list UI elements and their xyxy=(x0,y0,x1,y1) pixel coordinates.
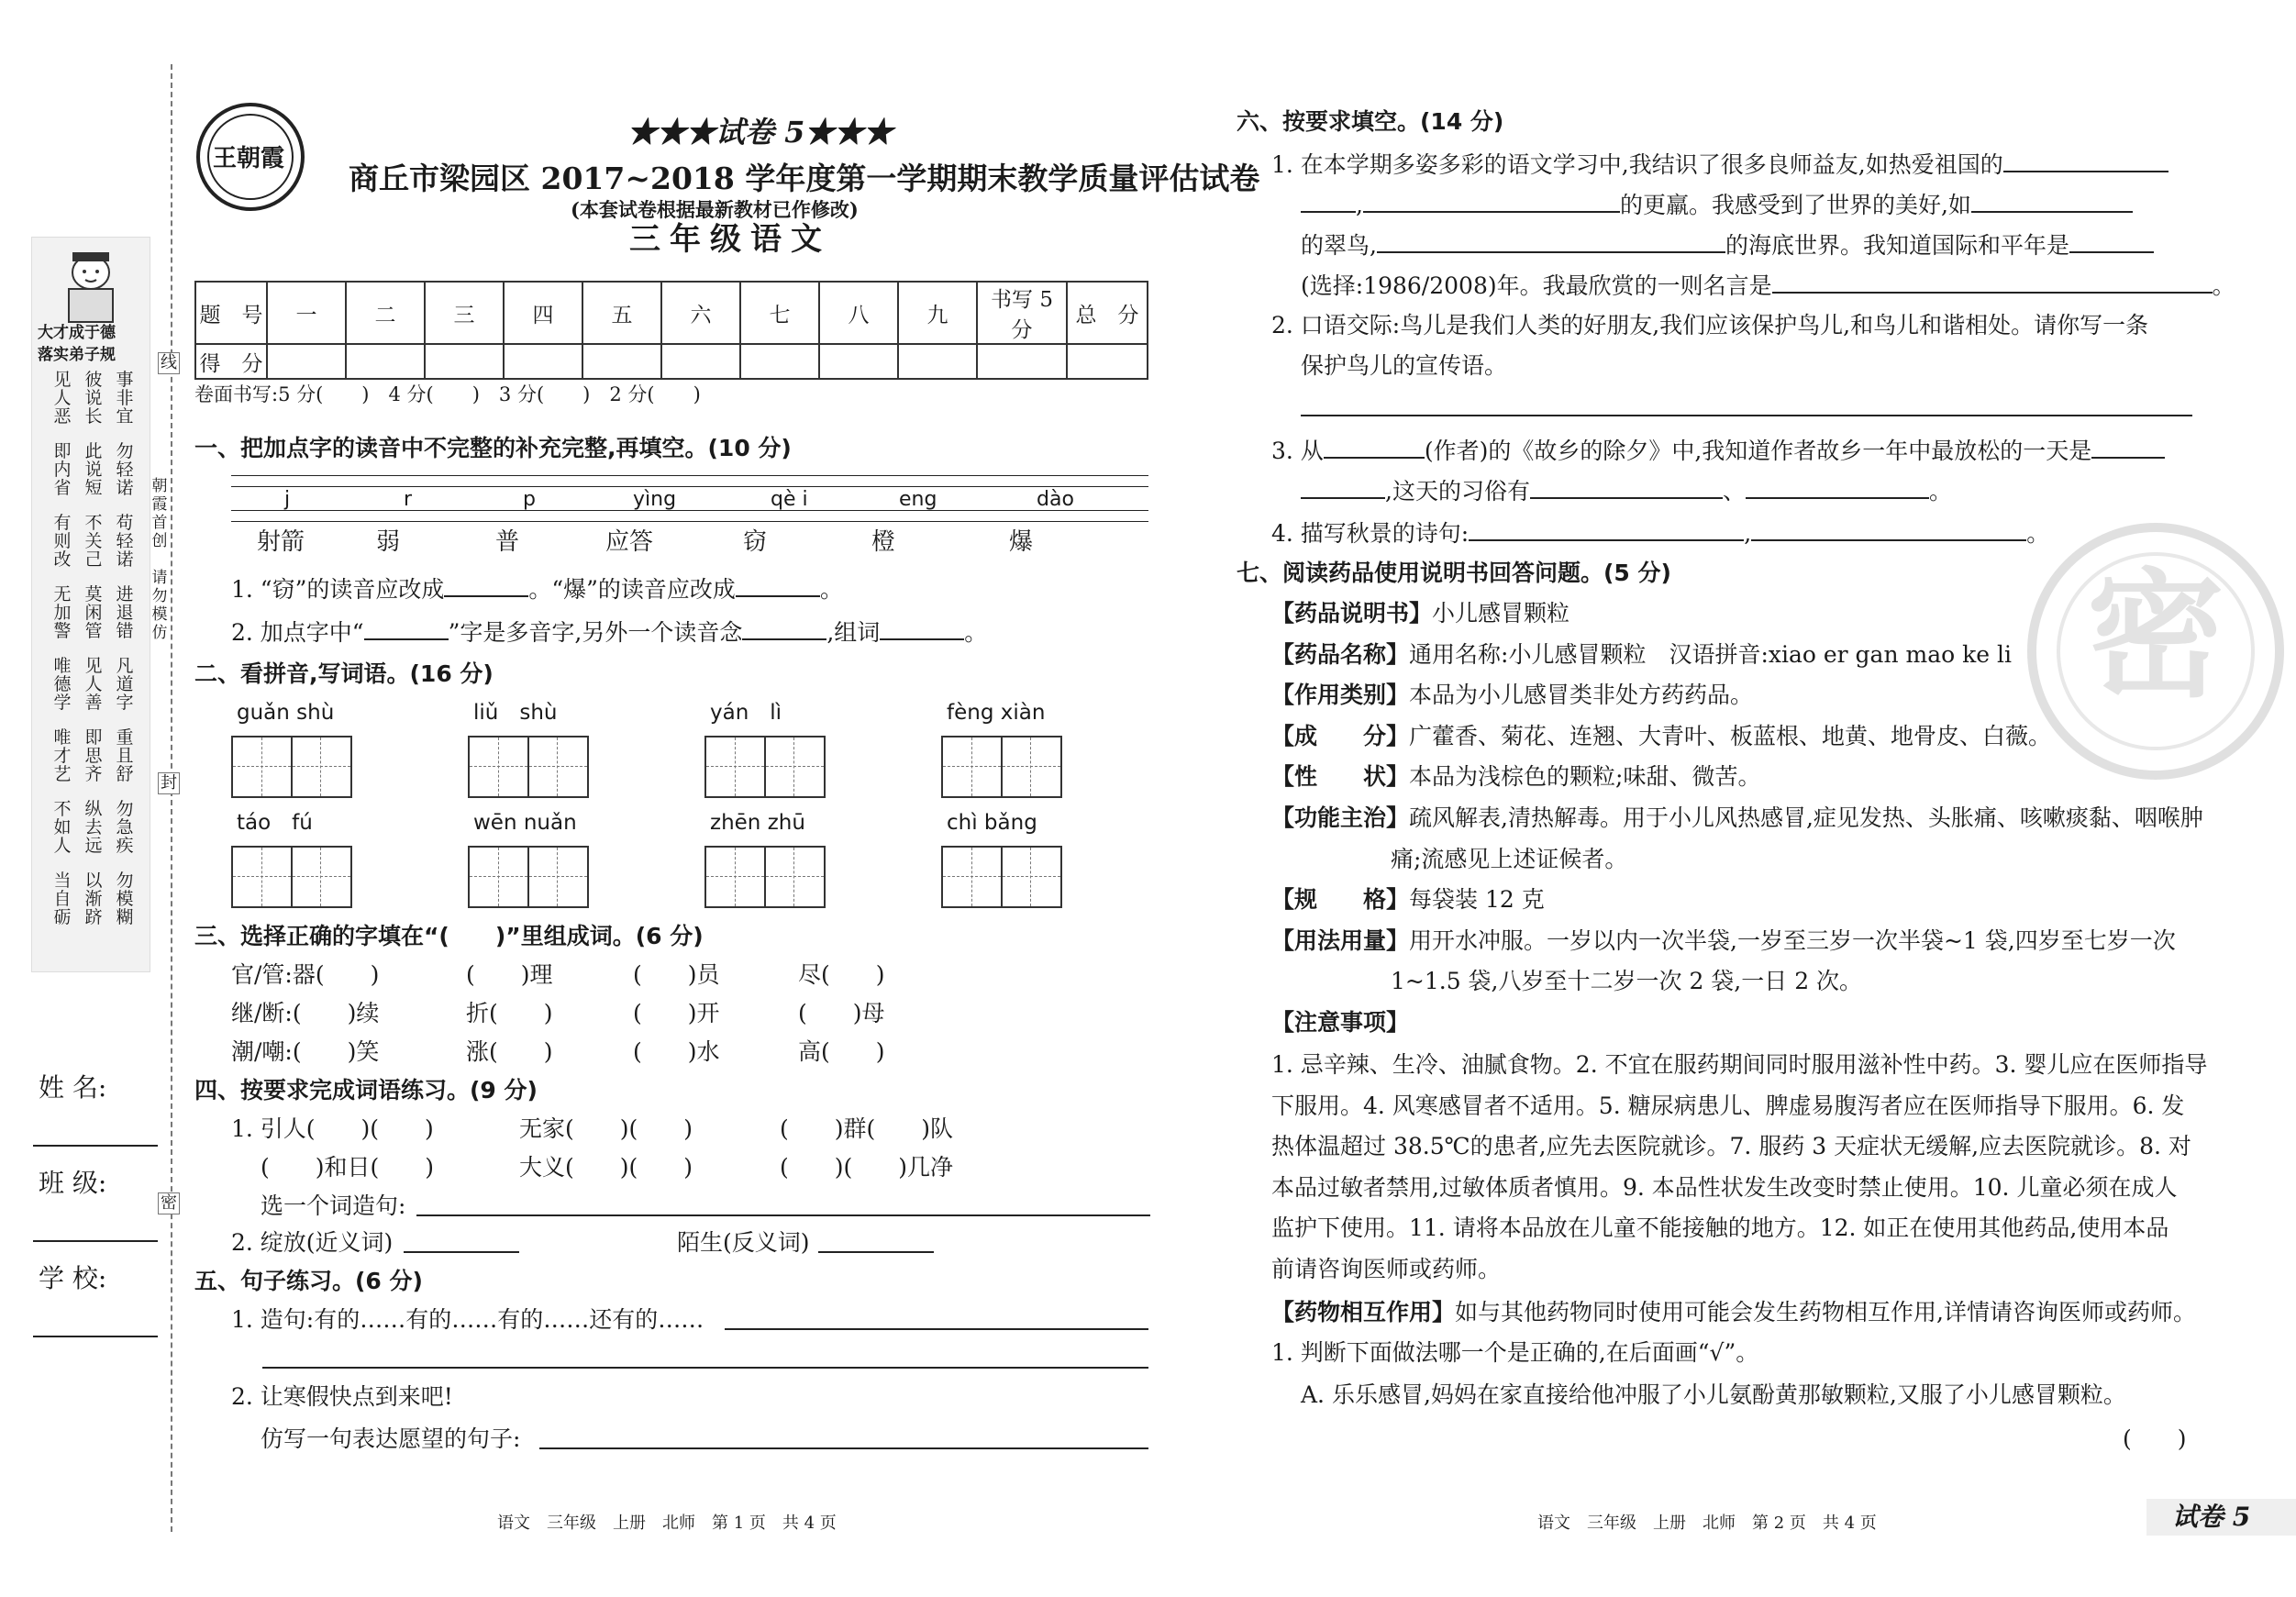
score-input-cell[interactable] xyxy=(425,344,504,379)
score-input-cell[interactable] xyxy=(582,344,661,379)
sidebar-verse-column: 勿轻诺 xyxy=(116,441,134,498)
writing-box-pair[interactable] xyxy=(704,846,826,908)
q6-p1c: 的更羸。我感受到了世界的美好,如 xyxy=(1619,192,1971,218)
pinyin-fragment: j xyxy=(284,488,291,511)
q3-item: 折( ) xyxy=(466,1000,553,1026)
sidebar-verse-column: 见人善 xyxy=(84,656,103,713)
sidebar-verse-column: 即内省 xyxy=(53,441,72,498)
q5-answer-line-3[interactable] xyxy=(539,1447,1148,1449)
writing-box-pair[interactable] xyxy=(231,736,352,798)
q3-item: 官/管:器( ) xyxy=(231,961,380,988)
grade-subject: 三年级语文 xyxy=(629,221,831,258)
answer-blank[interactable] xyxy=(1301,477,1385,499)
sidebar-verse-column: 当自砺 xyxy=(53,871,72,927)
q1-line2b-text: ”字是多音字,另外一个读音念 xyxy=(448,619,743,646)
school-label: 学 校: xyxy=(39,1263,107,1293)
q7-row-value: 疏风解表,清热解毒。用于小儿风热感冒,症见发热、头胀痛、咳嗽痰黏、咽喉肿 xyxy=(1409,804,2203,831)
writing-box-pair[interactable] xyxy=(941,736,1062,798)
q3-item: 高( ) xyxy=(798,1038,885,1065)
pinyin-fragment: yìng xyxy=(633,488,677,511)
q7-option-a: A. 乐乐感冒,妈妈在家直接给他冲服了小儿氨酚黄那敏颗粒,又服了小儿感冒颗粒。 xyxy=(1301,1381,2126,1408)
q6-p3d: 、 xyxy=(1722,478,1746,505)
pinyin-prompt: táo fú xyxy=(237,811,313,835)
q7-row-value: 1~1.5 袋,八岁至十二岁一次 2 袋,一日 2 次。 xyxy=(1391,968,1863,995)
score-header-cell: 六 xyxy=(661,282,740,344)
q7-row-value: 通用名称:小儿感冒颗粒 汉语拼音:xiao er gan mao ke li xyxy=(1409,640,2012,668)
q7-row-key: 【作用类别】 xyxy=(1271,682,1410,709)
q7-row-key: 【药品名称】 xyxy=(1271,640,1410,668)
sidebar-verse-column: 即思齐 xyxy=(84,727,103,784)
pinyin-line-1 xyxy=(231,475,1148,476)
answer-blank[interactable] xyxy=(2069,231,2154,253)
q7-sub1: 1. 判断下面做法哪一个是正确的,在后面画“√”。 xyxy=(1271,1339,1759,1366)
q7-row xyxy=(1271,763,1761,791)
q4-item: ( )群( )队 xyxy=(780,1115,954,1142)
sidebar-verse-column: 彼说长 xyxy=(84,370,103,427)
sidebar-verse-column: 事非宜 xyxy=(116,370,134,427)
answer-blank[interactable] xyxy=(1530,477,1723,499)
score-table xyxy=(194,281,1148,380)
score-input-cell[interactable] xyxy=(898,344,977,379)
q4-item: 1. 引人( )( ) xyxy=(231,1115,434,1142)
sidebar-verse-column: 唯德学 xyxy=(53,656,72,713)
q6-p2-answer-line[interactable] xyxy=(1301,415,2192,416)
answer-blank[interactable] xyxy=(1772,272,2213,294)
q1-line1-text: 1. “窃”的读音应改成 xyxy=(231,576,445,603)
q6-p1-line-2 xyxy=(1301,191,2133,216)
q7-row xyxy=(1271,806,2203,829)
q6-p3-line-1 xyxy=(1271,437,2165,462)
score-input-cell[interactable] xyxy=(977,344,1067,379)
sidebar-verse-column: 见人恶 xyxy=(53,370,72,427)
pinyin-line-2 xyxy=(231,486,1148,487)
motto-line-2: 落实弟子规 xyxy=(38,346,116,364)
footer-tab xyxy=(2146,1499,2296,1536)
q7-row xyxy=(1271,970,1862,993)
sidebar-verse-column: 进退错 xyxy=(116,584,134,641)
sidebar-verse-column: 唯才艺 xyxy=(53,727,72,784)
q6-p1-line-3 xyxy=(1301,231,2154,257)
q7-row xyxy=(1271,1011,1409,1034)
pinyin-line-4 xyxy=(231,521,1148,522)
q3-item: 继/断:( )续 xyxy=(231,1000,380,1026)
answer-blank[interactable] xyxy=(1301,191,1356,213)
pinyin-fragment: dào xyxy=(1037,488,1074,511)
q6-p1f: (选择:1986/2008)年。我最欣赏的一则名言是 xyxy=(1301,272,1772,299)
sidebar-verse-column: 苟轻诺 xyxy=(116,513,134,570)
q6-p1e: 的海底世界。我知道国际和平年是 xyxy=(1725,232,2069,259)
q7-row xyxy=(1271,602,1569,625)
q7-row-key: 【功能主治】 xyxy=(1271,804,1410,831)
score-header-cell: 四 xyxy=(504,282,582,344)
q6-p4-line xyxy=(1271,519,2049,545)
pinyin-line-3 xyxy=(231,510,1148,511)
q3-item: 涨( ) xyxy=(466,1038,553,1065)
stamp-char: 密 xyxy=(2086,555,2224,716)
q7-row-value: 本品为浅棕色的颗粒;味甜、微苦。 xyxy=(1409,763,1761,791)
pinyin-prompt: guǎn shù xyxy=(237,701,335,725)
score-row-label: 得 分 xyxy=(195,344,267,379)
scholar-cartoon-icon xyxy=(32,241,150,329)
q5-answer-line-2[interactable] xyxy=(262,1367,1148,1369)
logo-text: 王朝霞 xyxy=(213,145,285,172)
q7-row xyxy=(1271,722,2052,749)
footer-right: 语文 三年级 上册 北师 第 2 页 共 4 页 xyxy=(1537,1514,1877,1533)
q7-row-key: 【药品说明书】 xyxy=(1271,600,1433,627)
q7-row xyxy=(1271,886,1545,914)
q6-p3-line-2 xyxy=(1301,477,1952,503)
q1-line2a-text: 2. 加点字中“ xyxy=(231,619,364,646)
motto-line-1: 大才成于德 xyxy=(38,324,116,342)
q6-p3a: 3. 从 xyxy=(1271,438,1324,464)
sidebar-verse-column: 勿模糊 xyxy=(116,871,134,927)
score-header-cell: 题 号 xyxy=(195,282,267,344)
writing-box-pair[interactable] xyxy=(468,846,589,908)
q7-row-key: 【注意事项】 xyxy=(1271,1009,1410,1036)
q6-p3c: ,这天的习俗有 xyxy=(1385,478,1530,505)
answer-blank[interactable] xyxy=(1377,231,1725,253)
writing-box-pair[interactable] xyxy=(468,736,589,798)
q1-line-2 xyxy=(231,618,987,644)
score-header-cell: 三 xyxy=(425,282,504,344)
pinyin-fragment: eng xyxy=(899,488,937,511)
sidebar-verse-column: 此说短 xyxy=(84,441,103,498)
writing-box-pair[interactable] xyxy=(231,846,352,908)
period: 。 xyxy=(2026,520,2050,547)
sidebar-verse-column: 纵去远 xyxy=(84,799,103,856)
pinyin-fragment: qè i xyxy=(771,488,808,511)
q1-word: 弱 xyxy=(376,528,401,556)
q3-item: ( )员 xyxy=(633,961,720,988)
writing-score-line: 卷面书写:5 分( ) 4 分( ) 3 分( ) 2 分( ) xyxy=(194,383,701,405)
sidebar-verse-column: 不关己 xyxy=(84,513,103,570)
score-input-cell[interactable] xyxy=(1067,344,1148,379)
answer-blank[interactable] xyxy=(742,618,826,640)
q7-row-value: 本品为小儿感冒类非处方药药品。 xyxy=(1409,682,1754,709)
score-header-cell: 七 xyxy=(740,282,819,344)
q7-heading: 七、阅读药品使用说明书回答问题。(5 分) xyxy=(1237,560,1671,586)
q7-note-line: 监护下使用。11. 请将本品放在儿童不能接触的地方。12. 如正在使用其他药品,使用本品 xyxy=(1271,1214,2169,1242)
q6-p3b: (作者)的《故乡的除夕》中,我知道作者故乡一年中最放松的一天是 xyxy=(1424,438,2092,464)
logo xyxy=(196,103,305,211)
q7-note-line: 下服用。4. 风寒感冒者不适用。5. 糖尿病患儿、脾虚易腹泻者应在医师指导下服用。6. 发 xyxy=(1271,1092,2185,1119)
q4-antonym-line[interactable] xyxy=(818,1251,934,1253)
q7-row-value: 用开水冲服。一岁以内一次半袋,一岁至三岁一次半袋~1 袋,四岁至七岁一次 xyxy=(1409,926,2176,954)
q3-item: 潮/嘲:( )笑 xyxy=(231,1038,380,1065)
q4-item: ( )和日( ) xyxy=(261,1154,435,1181)
pinyin-prompt: yán lì xyxy=(710,701,782,725)
answer-blank[interactable] xyxy=(1469,519,1744,541)
q1-word: 橙 xyxy=(871,528,896,556)
answer-blank[interactable] xyxy=(2091,437,2165,459)
secret-stamp-watermark xyxy=(2027,523,2284,780)
score-header-cell: 一 xyxy=(267,282,346,344)
score-header-cell: 书写 5 分 xyxy=(977,282,1067,344)
q4-sentence-line[interactable] xyxy=(416,1214,1150,1216)
q6-p2-line-2: 保护鸟儿的宣传语。 xyxy=(1301,352,1508,379)
score-input-cell[interactable] xyxy=(740,344,819,379)
binding-dashed-line xyxy=(171,64,172,1532)
sidebar-verse-column: 不如人 xyxy=(53,799,72,856)
pinyin-prompt: zhēn zhū xyxy=(710,811,805,835)
score-header-cell: 总 分 xyxy=(1067,282,1148,344)
pinyin-prompt: liǔ shù xyxy=(473,701,558,725)
class-label: 班 级: xyxy=(39,1168,107,1198)
q1-line2c-text: ,组词 xyxy=(826,619,881,646)
sidebar-verse-column: 莫闲管 xyxy=(84,584,103,641)
name-label: 姓 名: xyxy=(39,1072,107,1103)
q4-antonym-label: 陌生(反义词) xyxy=(677,1229,810,1256)
footer-tab-text: 试卷 5 xyxy=(2172,1502,2251,1532)
answer-blank[interactable] xyxy=(444,575,528,597)
q7-row xyxy=(1271,845,1628,872)
q6-p1-line-4 xyxy=(1301,272,2235,297)
score-header-cell: 二 xyxy=(346,282,425,344)
q6-p4: 4. 描写秋景的诗句: xyxy=(1271,520,1470,547)
margin-mark-secret: 密 xyxy=(158,1192,180,1214)
score-input-cell[interactable] xyxy=(504,344,582,379)
q7-row-key: 【成 分】 xyxy=(1271,722,1410,749)
q6-heading: 六、按要求填空。(14 分) xyxy=(1237,108,1504,135)
score-input-cell[interactable] xyxy=(819,344,898,379)
q4-synonym-label: 2. 绽放(近义词) xyxy=(231,1229,394,1256)
q5-line-1: 1. 造句:有的……有的……有的……还有的…… xyxy=(231,1306,704,1333)
q4-item: 大义( )( ) xyxy=(519,1154,693,1181)
q4-item: 无家( )( ) xyxy=(519,1115,693,1142)
q5-line-3: 仿写一句表达愿望的句子: xyxy=(261,1425,521,1452)
answer-blank[interactable] xyxy=(2003,150,2168,172)
q6-p1a: 1. 在本学期多姿多彩的语文学习中,我结识了很多良师益友,如热爱祖国的 xyxy=(1271,151,2003,178)
answer-blank[interactable] xyxy=(1971,191,2133,213)
exam-subtitle: (本套试卷根据最新教材已作修改) xyxy=(571,198,859,221)
period: 。 xyxy=(2212,272,2235,299)
sidebar-verse-column: 重且舒 xyxy=(116,727,134,784)
answer-blank[interactable] xyxy=(1746,477,1929,499)
q3-item: ( )母 xyxy=(798,1000,885,1026)
q1-word: 普 xyxy=(495,528,520,556)
q7-note-line: 热体温超过 38.5℃的患者,应先去医院就诊。7. 服药 3 天症状无缓解,应去医院就诊。8. 对 xyxy=(1271,1133,2191,1160)
period: 。 xyxy=(819,576,843,603)
q7-row-value: 小儿感冒颗粒 xyxy=(1432,600,1570,627)
q4-heading: 四、按要求完成词语练习。(9 分) xyxy=(194,1077,538,1103)
q4-item: ( )( )几净 xyxy=(780,1154,954,1181)
q6-p1d: 的翠鸟, xyxy=(1301,232,1377,259)
score-header-cell: 九 xyxy=(898,282,977,344)
q1-line-1 xyxy=(231,575,843,601)
pinyin-fragment: r xyxy=(404,488,413,511)
sidebar-verse-column: 凡道字 xyxy=(116,656,134,713)
q4-sentence-label: 选一个词造句: xyxy=(261,1192,406,1219)
q1-heading: 一、把加点字的读音中不完整的补充完整,再填空。(10 分) xyxy=(194,435,792,461)
answer-blank[interactable] xyxy=(1751,519,2026,541)
exam-title: 商丘市梁园区 2017~2018 学年度第一学期期末教学质量评估试卷 xyxy=(349,161,1260,196)
answer-blank[interactable] xyxy=(364,618,449,640)
score-header-cell: 五 xyxy=(582,282,661,344)
pinyin-prompt: chì bǎng xyxy=(947,811,1037,835)
name-line xyxy=(33,1145,158,1147)
score-input-cell[interactable] xyxy=(346,344,425,379)
q7-row-value: 痛;流感见上述证候者。 xyxy=(1391,845,1628,872)
q7-note-line: 本品过敏者禁用,过敏体质者慎用。9. 本品性状发生改变时禁止使用。10. 儿童必须在成人 xyxy=(1271,1173,2178,1201)
paper-badge: ★★★试卷 5★★★ xyxy=(627,115,893,150)
q1-word: 窃 xyxy=(743,528,768,556)
q3-item: 尽( ) xyxy=(798,961,885,988)
q5-answer-line-1[interactable] xyxy=(725,1328,1148,1330)
q7-row-value: 广藿香、菊花、连翘、大青叶、板蓝根、地黄、地骨皮、白薇。 xyxy=(1409,722,2052,749)
class-line xyxy=(33,1240,158,1242)
score-input-cell[interactable] xyxy=(661,344,740,379)
q3-item: ( )水 xyxy=(633,1038,720,1065)
q3-item: ( )理 xyxy=(466,961,553,988)
q3-heading: 三、选择正确的字填在“( )”里组成词。(6 分) xyxy=(194,923,704,949)
q5-line-2: 2. 让寒假快点到来吧! xyxy=(231,1383,453,1410)
footer-left: 语文 三年级 上册 北师 第 1 页 共 4 页 xyxy=(497,1514,837,1533)
q7-note-line: 前请咨询医师或药师。 xyxy=(1271,1256,1502,1282)
q4-synonym-line[interactable] xyxy=(404,1251,519,1253)
pinyin-prompt: fèng xiàn xyxy=(947,701,1046,725)
q3-item: ( )开 xyxy=(633,1000,720,1026)
q7-row xyxy=(1271,682,1754,709)
answer-blank[interactable] xyxy=(880,618,964,640)
period: 。 xyxy=(1928,478,1952,505)
answer-blank[interactable] xyxy=(736,575,820,597)
score-input-cell[interactable] xyxy=(267,344,346,379)
q5-heading: 五、句子练习。(6 分) xyxy=(194,1268,423,1294)
q7-row-key: 【规 格】 xyxy=(1271,886,1410,914)
q2-heading: 二、看拼音,写词语。(16 分) xyxy=(194,660,494,687)
q7-row-key: 【用法用量】 xyxy=(1271,926,1410,954)
margin-mark-line: 线 xyxy=(158,352,180,374)
sidebar-verse-column: 勿急疾 xyxy=(116,799,134,856)
score-header-cell: 八 xyxy=(819,282,898,344)
writing-box-pair[interactable] xyxy=(941,846,1062,908)
q7-interaction-value: 如与其他药物同时使用可能会发生药物相互作用,详情请咨询医师或药师。 xyxy=(1455,1299,2196,1325)
margin-mark-seal: 封 xyxy=(158,772,180,794)
school-line xyxy=(33,1336,158,1337)
sidebar-verse-column: 无加警 xyxy=(53,584,72,641)
comma: , xyxy=(1744,520,1752,547)
copyright-col-2: 请勿模仿 xyxy=(151,569,168,642)
q7-row-key: 【性 状】 xyxy=(1271,763,1410,791)
q1-word: 爆 xyxy=(1009,528,1034,556)
period: 。 xyxy=(964,619,988,646)
q6-p1-line-1 xyxy=(1271,150,2168,176)
q1-word: 射箭 xyxy=(257,528,305,556)
q7-row xyxy=(1271,640,2012,668)
sidebar-verse-column: 有则改 xyxy=(53,513,72,570)
q7-row xyxy=(1271,926,2176,954)
answer-blank[interactable] xyxy=(1363,191,1620,213)
q6-p2-line-1: 2. 口语交际:鸟儿是我们人类的好朋友,我们应该保护鸟儿,和鸟儿和谐相处。请你写一条 xyxy=(1271,312,2149,338)
writing-box-pair[interactable] xyxy=(704,736,826,798)
q6-p1b: , xyxy=(1356,192,1363,218)
q7-answer-paren[interactable]: ( ) xyxy=(2123,1425,2187,1452)
q1-word: 应答 xyxy=(605,528,654,556)
q7-interaction-key: 【药物相互作用】 xyxy=(1271,1299,1456,1325)
q1-line1b-text: 。“爆”的读音应改成 xyxy=(528,576,736,603)
answer-blank[interactable] xyxy=(1324,437,1425,459)
q7-interaction-row xyxy=(1271,1301,2196,1324)
copyright-col-1: 朝霞首创 xyxy=(151,477,168,550)
pinyin-fragment: p xyxy=(523,488,536,511)
pinyin-prompt: wēn nuǎn xyxy=(473,811,577,835)
sidebar-verse-column: 以渐跻 xyxy=(84,871,103,927)
q7-note-line: 1. 忌辛辣、生冷、油腻食物。2. 不宜在服药期间同时服用滋补性中药。3. 婴儿应在医师指导 xyxy=(1271,1051,2208,1078)
q7-row-value: 每袋装 12 克 xyxy=(1409,886,1545,914)
